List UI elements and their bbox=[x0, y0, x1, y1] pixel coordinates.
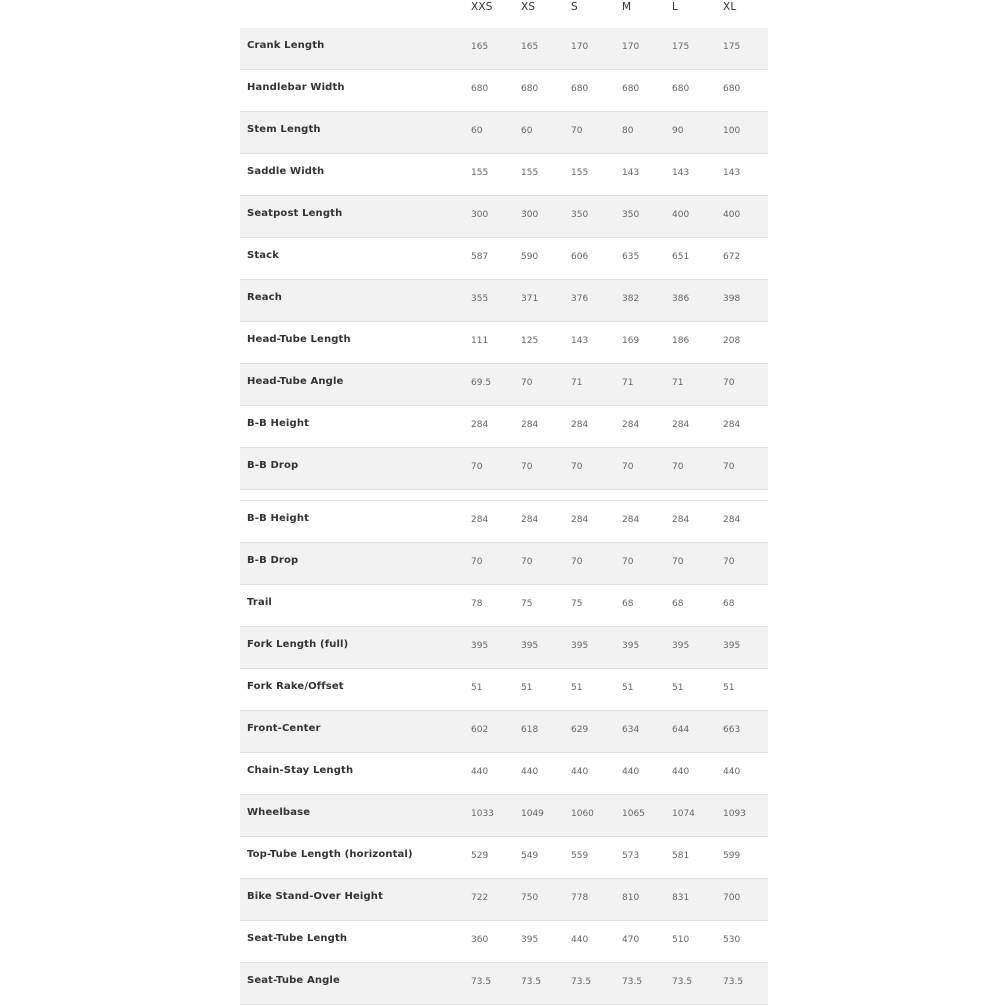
table-cell-xl: 70 bbox=[723, 557, 735, 567]
table-row bbox=[240, 879, 768, 921]
table-cell-xxs: 440 bbox=[471, 767, 489, 777]
table-cell-m: 350 bbox=[622, 210, 640, 220]
table-cell-l: 680 bbox=[672, 84, 690, 94]
row-label: Head-Tube Length bbox=[247, 334, 351, 345]
table-cell-m: 68 bbox=[622, 599, 634, 609]
table-cell-xl: 208 bbox=[723, 336, 741, 346]
table-cell-l: 175 bbox=[672, 42, 690, 52]
size-header-s: S bbox=[571, 1, 578, 13]
table-cell-s: 440 bbox=[571, 767, 589, 777]
table-cell-l: 400 bbox=[672, 210, 690, 220]
table-cell-xs: 155 bbox=[521, 168, 539, 178]
table-cell-xl: 599 bbox=[723, 851, 741, 861]
table-row bbox=[240, 196, 768, 238]
table-cell-xl: 400 bbox=[723, 210, 741, 220]
table-cell-xl: 284 bbox=[723, 420, 741, 430]
table-row bbox=[240, 627, 768, 669]
row-label: B-B Height bbox=[247, 513, 310, 524]
table-row bbox=[240, 921, 768, 963]
table-cell-l: 395 bbox=[672, 641, 690, 651]
table-cell-s: 170 bbox=[571, 42, 589, 52]
size-header-xl: XL bbox=[723, 1, 737, 13]
table-cell-xxs: 680 bbox=[471, 84, 489, 94]
table-cell-xs: 70 bbox=[521, 462, 533, 472]
table-cell-xl: 398 bbox=[723, 294, 741, 304]
table-row bbox=[240, 322, 768, 364]
table-cell-xxs: 69.5 bbox=[471, 378, 492, 388]
table-row bbox=[240, 963, 768, 1005]
table-row bbox=[240, 669, 768, 711]
table-cell-xxs: 155 bbox=[471, 168, 489, 178]
row-label: Handlebar Width bbox=[247, 82, 345, 93]
table-row bbox=[240, 364, 768, 406]
row-label: Saddle Width bbox=[247, 166, 325, 177]
table-cell-xxs: 1033 bbox=[471, 809, 494, 819]
table-cell-m: 169 bbox=[622, 336, 640, 346]
row-label: Wheelbase bbox=[247, 807, 311, 818]
table-cell-s: 143 bbox=[571, 336, 589, 346]
table-cell-xxs: 722 bbox=[471, 893, 489, 903]
table-cell-xl: 395 bbox=[723, 641, 741, 651]
table-cell-l: 73.5 bbox=[672, 977, 693, 987]
row-label: Head-Tube Angle bbox=[247, 376, 344, 387]
table-cell-xxs: 355 bbox=[471, 294, 489, 304]
table-cell-xl: 440 bbox=[723, 767, 741, 777]
row-label: Stem Length bbox=[247, 124, 321, 135]
table-cell-l: 70 bbox=[672, 557, 684, 567]
table-cell-m: 635 bbox=[622, 252, 640, 262]
table-row bbox=[240, 753, 768, 795]
table-body bbox=[240, 28, 768, 1005]
table-row bbox=[240, 711, 768, 753]
table-cell-xl: 100 bbox=[723, 126, 741, 136]
table-cell-s: 559 bbox=[571, 851, 589, 861]
table-cell-l: 90 bbox=[672, 126, 684, 136]
size-header-l: L bbox=[672, 1, 679, 13]
table-cell-xs: 300 bbox=[521, 210, 539, 220]
table-cell-s: 606 bbox=[571, 252, 589, 262]
table-cell-l: 510 bbox=[672, 935, 690, 945]
table-row bbox=[240, 154, 768, 196]
table-cell-m: 440 bbox=[622, 767, 640, 777]
table-cell-s: 680 bbox=[571, 84, 589, 94]
size-header-row bbox=[240, 0, 768, 28]
table-cell-xs: 618 bbox=[521, 725, 539, 735]
table-cell-xs: 125 bbox=[521, 336, 539, 346]
table-cell-xs: 70 bbox=[521, 557, 533, 567]
table-cell-m: 395 bbox=[622, 641, 640, 651]
table-cell-xxs: 284 bbox=[471, 420, 489, 430]
table-cell-m: 70 bbox=[622, 462, 634, 472]
table-cell-l: 1074 bbox=[672, 809, 695, 819]
table-cell-s: 70 bbox=[571, 462, 583, 472]
table-cell-xl: 530 bbox=[723, 935, 741, 945]
table-row bbox=[240, 406, 768, 448]
table-cell-s: 350 bbox=[571, 210, 589, 220]
table-cell-m: 143 bbox=[622, 168, 640, 178]
table-cell-xs: 165 bbox=[521, 42, 539, 52]
row-label: Reach bbox=[247, 292, 283, 303]
table-cell-xs: 70 bbox=[521, 378, 533, 388]
table-cell-m: 284 bbox=[622, 420, 640, 430]
table-cell-xl: 73.5 bbox=[723, 977, 744, 987]
table-cell-s: 155 bbox=[571, 168, 589, 178]
row-label: B-B Drop bbox=[247, 555, 299, 566]
size-header-xs: XS bbox=[521, 1, 536, 13]
table-cell-xxs: 70 bbox=[471, 462, 483, 472]
table-row bbox=[240, 795, 768, 837]
table-cell-l: 386 bbox=[672, 294, 690, 304]
table-cell-s: 376 bbox=[571, 294, 589, 304]
row-label: Front-Center bbox=[247, 723, 321, 734]
table-cell-xl: 680 bbox=[723, 84, 741, 94]
table-cell-m: 680 bbox=[622, 84, 640, 94]
size-header-xxs: XXS bbox=[471, 1, 493, 13]
table-cell-xl: 672 bbox=[723, 252, 741, 262]
table-cell-l: 68 bbox=[672, 599, 684, 609]
table-cell-s: 629 bbox=[571, 725, 589, 735]
table-row bbox=[240, 448, 768, 490]
table-cell-xs: 395 bbox=[521, 935, 539, 945]
table-cell-m: 634 bbox=[622, 725, 640, 735]
table-cell-s: 284 bbox=[571, 515, 589, 525]
table-cell-l: 284 bbox=[672, 515, 690, 525]
row-label: Stack bbox=[247, 250, 280, 261]
table-cell-m: 470 bbox=[622, 935, 640, 945]
table-cell-m: 71 bbox=[622, 378, 634, 388]
table-cell-xl: 1093 bbox=[723, 809, 746, 819]
table-row bbox=[240, 28, 768, 70]
row-label: Seatpost Length bbox=[247, 208, 343, 219]
table-cell-xl: 70 bbox=[723, 462, 735, 472]
table-cell-xxs: 300 bbox=[471, 210, 489, 220]
table-cell-m: 284 bbox=[622, 515, 640, 525]
table-row bbox=[240, 543, 768, 585]
table-cell-l: 651 bbox=[672, 252, 690, 262]
table-cell-xxs: 73.5 bbox=[471, 977, 492, 987]
table-cell-xl: 143 bbox=[723, 168, 741, 178]
row-label: Bike Stand-Over Height bbox=[247, 891, 384, 902]
row-label: B-B Drop bbox=[247, 460, 299, 471]
table-cell-xxs: 70 bbox=[471, 557, 483, 567]
table-row bbox=[240, 585, 768, 627]
table-cell-xxs: 51 bbox=[471, 683, 483, 693]
table-cell-l: 831 bbox=[672, 893, 690, 903]
table-cell-s: 778 bbox=[571, 893, 589, 903]
table-cell-m: 70 bbox=[622, 557, 634, 567]
table-cell-l: 440 bbox=[672, 767, 690, 777]
table-cell-l: 284 bbox=[672, 420, 690, 430]
table-cell-l: 71 bbox=[672, 378, 684, 388]
table-cell-l: 644 bbox=[672, 725, 690, 735]
table-cell-xs: 680 bbox=[521, 84, 539, 94]
table-cell-xl: 68 bbox=[723, 599, 735, 609]
table-cell-xs: 73.5 bbox=[521, 977, 542, 987]
table-cell-xl: 175 bbox=[723, 42, 741, 52]
table-cell-xxs: 165 bbox=[471, 42, 489, 52]
table-cell-s: 73.5 bbox=[571, 977, 592, 987]
row-label: Trail bbox=[247, 597, 273, 608]
table-cell-xs: 284 bbox=[521, 420, 539, 430]
table-row bbox=[240, 837, 768, 879]
table-cell-l: 70 bbox=[672, 462, 684, 472]
table-cell-xxs: 78 bbox=[471, 599, 483, 609]
table-cell-xs: 750 bbox=[521, 893, 539, 903]
table-cell-s: 70 bbox=[571, 126, 583, 136]
table-cell-m: 80 bbox=[622, 126, 634, 136]
table-cell-s: 75 bbox=[571, 599, 583, 609]
table-row bbox=[240, 500, 768, 543]
table-cell-xl: 700 bbox=[723, 893, 741, 903]
table-cell-xxs: 284 bbox=[471, 515, 489, 525]
table-cell-xs: 75 bbox=[521, 599, 533, 609]
table-cell-m: 51 bbox=[622, 683, 634, 693]
table-cell-l: 186 bbox=[672, 336, 690, 346]
table-cell-xxs: 60 bbox=[471, 126, 483, 136]
size-header-m: M bbox=[622, 1, 632, 13]
row-label: Seat-Tube Angle bbox=[247, 975, 340, 986]
table-cell-xl: 51 bbox=[723, 683, 735, 693]
table-cell-xxs: 587 bbox=[471, 252, 489, 262]
table-cell-xxs: 395 bbox=[471, 641, 489, 651]
table-cell-m: 810 bbox=[622, 893, 640, 903]
table-cell-xs: 371 bbox=[521, 294, 539, 304]
table-cell-m: 1065 bbox=[622, 809, 645, 819]
table-cell-m: 573 bbox=[622, 851, 640, 861]
table-cell-xs: 440 bbox=[521, 767, 539, 777]
table-cell-l: 581 bbox=[672, 851, 690, 861]
table-cell-m: 382 bbox=[622, 294, 640, 304]
table-row bbox=[240, 238, 768, 280]
row-label: B-B Height bbox=[247, 418, 310, 429]
table-cell-xxs: 529 bbox=[471, 851, 489, 861]
row-label: Seat-Tube Length bbox=[247, 933, 348, 944]
table-cell-s: 71 bbox=[571, 378, 583, 388]
row-label: Fork Rake/Offset bbox=[247, 681, 344, 692]
table-cell-xs: 51 bbox=[521, 683, 533, 693]
table-cell-m: 170 bbox=[622, 42, 640, 52]
table-cell-l: 51 bbox=[672, 683, 684, 693]
table-cell-l: 143 bbox=[672, 168, 690, 178]
row-label: Top-Tube Length (horizontal) bbox=[247, 849, 413, 860]
table-cell-s: 284 bbox=[571, 420, 589, 430]
row-label: Chain-Stay Length bbox=[247, 765, 354, 776]
table-cell-xs: 284 bbox=[521, 515, 539, 525]
table-cell-xs: 395 bbox=[521, 641, 539, 651]
table-cell-xl: 70 bbox=[723, 378, 735, 388]
table-cell-s: 70 bbox=[571, 557, 583, 567]
table-cell-xxs: 602 bbox=[471, 725, 489, 735]
table-cell-xs: 60 bbox=[521, 126, 533, 136]
table-cell-xl: 663 bbox=[723, 725, 741, 735]
table-row bbox=[240, 112, 768, 154]
table-cell-xs: 1049 bbox=[521, 809, 544, 819]
table-cell-m: 73.5 bbox=[622, 977, 643, 987]
table-cell-s: 51 bbox=[571, 683, 583, 693]
table-cell-s: 1060 bbox=[571, 809, 594, 819]
table-cell-xs: 590 bbox=[521, 252, 539, 262]
table-cell-xxs: 360 bbox=[471, 935, 489, 945]
table-row bbox=[240, 280, 768, 322]
row-label: Fork Length (full) bbox=[247, 639, 349, 650]
table-cell-s: 440 bbox=[571, 935, 589, 945]
geometry-table bbox=[240, 0, 768, 1005]
table-cell-xl: 284 bbox=[723, 515, 741, 525]
row-label: Crank Length bbox=[247, 40, 325, 51]
table-cell-s: 395 bbox=[571, 641, 589, 651]
table-cell-xs: 549 bbox=[521, 851, 539, 861]
table-row bbox=[240, 70, 768, 112]
table-cell-xxs: 111 bbox=[471, 336, 489, 346]
